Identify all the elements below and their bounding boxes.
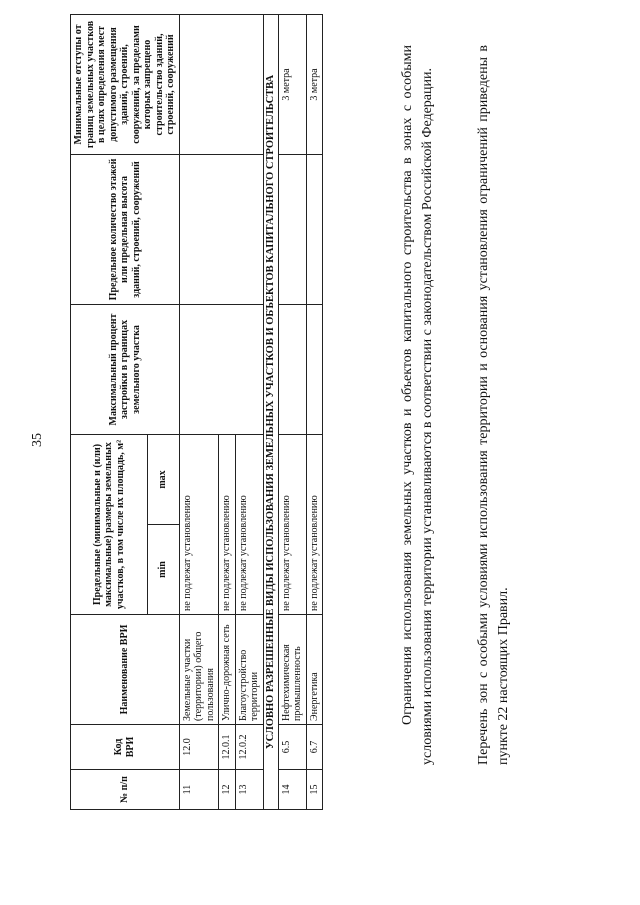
row-size: не подлежат установлению xyxy=(179,434,219,614)
paragraph-restrictions: Ограничения использования земельных участков и объектов капитального строительства в зонах с особыми условиями использования территории устанавливаются в соответствии с законодательством Российской Федерации. xyxy=(400,45,436,765)
row-setbacks xyxy=(179,14,263,154)
row-code: 6.5 xyxy=(278,725,306,770)
header-coverage: Максимальный процент застройки в границах земельного участка xyxy=(71,304,180,434)
row-name: Улично-дорожная сеть xyxy=(219,615,236,725)
row-name: Нефтехимическая промышленность xyxy=(278,615,306,725)
header-num: № п/п xyxy=(71,770,180,810)
table-row xyxy=(179,14,219,809)
header-name: Наименование ВРИ xyxy=(71,615,180,725)
row-name: Энергетика xyxy=(306,615,323,725)
row-floors xyxy=(278,154,306,304)
paragraph-zone-list: Перечень зон с особыми условиями использования территории и основания установления ограничений приведены в пункте 22 настоящих Правил. xyxy=(476,45,512,765)
row-floors xyxy=(179,154,263,304)
row-size: не подлежат установлению xyxy=(306,434,323,614)
row-num: 13 xyxy=(235,770,263,810)
row-size: не подлежат установлению xyxy=(235,434,263,614)
row-code: 12.0.1 xyxy=(219,725,236,770)
row-name: Земельные участки (территории) общего пользования xyxy=(179,615,219,725)
row-code: 12.0 xyxy=(179,725,219,770)
row-coverage xyxy=(306,304,323,434)
row-size: не подлежат установлению xyxy=(278,434,306,614)
table-row xyxy=(306,14,323,809)
row-setbacks: 3 метра xyxy=(278,14,306,154)
row-num: 12 xyxy=(219,770,236,810)
section-title: УСЛОВНО РАЗРЕШЕННЫЕ ВИДЫ ИСПОЛЬЗОВАНИЯ ЗЕМЕЛЬНЫХ УЧАСТКОВ И ОБЪЕКТОВ КАПИТАЛЬНОГО СТРОИТЕЛЬСТВА xyxy=(263,14,278,809)
row-size: не подлежат установлению xyxy=(219,434,236,614)
row-coverage xyxy=(278,304,306,434)
header-row-1 xyxy=(71,14,148,809)
row-num: 14 xyxy=(278,770,306,810)
section-row xyxy=(263,14,278,809)
row-num: 15 xyxy=(306,770,323,810)
table-row xyxy=(278,14,306,809)
row-coverage xyxy=(179,304,263,434)
row-num: 11 xyxy=(179,770,219,810)
header-max: max xyxy=(147,434,179,524)
header-setbacks: Минимальные отступы от границ земельных участков в целях определения мест допустимого размещения зданий, строений, сооружений, за пределами которых запрещено строительство зданий, строений, сооружений xyxy=(71,14,180,154)
page-number: 35 xyxy=(30,433,45,447)
regulations-table xyxy=(70,14,323,810)
header-min: min xyxy=(147,525,179,615)
row-code: 6.7 xyxy=(306,725,323,770)
row-code: 12.0.2 xyxy=(235,725,263,770)
header-floors: Предельное количество этажей или предельная высота зданий, строений, сооружений xyxy=(71,154,180,304)
row-floors xyxy=(306,154,323,304)
row-name: Благоустройство территории xyxy=(235,615,263,725)
header-code: Код ВРИ xyxy=(71,725,180,770)
row-setbacks: 3 метра xyxy=(306,14,323,154)
header-size-group: Предельные (минимальные и (или) максимальные) размеры земельных участков, в том числе их площадь, м² xyxy=(71,434,148,614)
